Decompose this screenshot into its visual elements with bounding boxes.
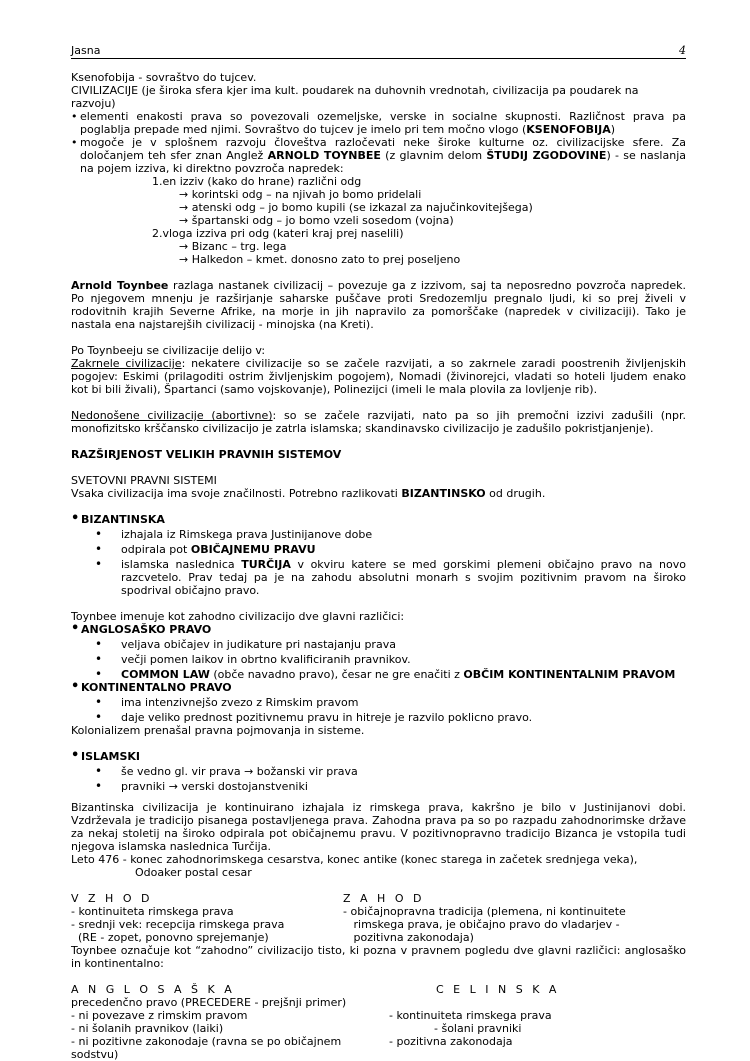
civilization-definition: CIVILIZACIJE (je široka sfera kjer ima kult. poudarek na duhovnih vrednotah, civilizacija pa poudarek na razvoju): [71, 84, 639, 110]
continental-title: C E L I N S K A: [436, 983, 560, 996]
west-point: rimskega prava, je običajno pravo do vladarjev -: [343, 918, 620, 931]
challenge-item-1: 1.en izziv (kako do hrane) različni odg: [152, 175, 362, 188]
challenge-response-chalcedon: → Halkedon – kmet. donosno zato to prej poseljeno: [179, 253, 461, 266]
challenge-response-byzantium: → Bizanc – trg. lega: [179, 240, 287, 253]
western-intro: Toynbee imenuje kot zahodno civilizacijo dve glavni različici:: [71, 610, 405, 623]
list-item: • večji pomen laikov in obrtno kvalificiranih pravnikov.: [71, 653, 686, 666]
west-point: - običajnopravna tradicija (plemena, ni kontinuitete: [343, 905, 626, 918]
east-point: - kontinuiteta rimskega prava: [71, 905, 234, 918]
anglo-saxon-title: A N G L O S A Š K A: [71, 983, 235, 996]
colonialism-note: Kolonializem prenašal pravna pojmovanja in sisteme.: [71, 724, 365, 737]
islamic-list: [71, 765, 686, 793]
continental-heading: • KONTINENTALNO PRAVO: [71, 681, 686, 694]
section-heading: RAZŠIRJENOST VELIKIH PRAVNIH SISTEMOV: [71, 448, 342, 461]
division-intro: Po Toynbeeju se civilizacije delijo v:: [71, 344, 266, 357]
abortive-civilizations: Nedonošene civilizacije (abortivne): so se začele razvijati, nato pa so jih premočni izzivi zadušili (npr. monofizitsko krščansko civilizacijo je zatrla islamska; skandinavsko civilizacijo je zadušilo pokristjanjenje).: [71, 409, 687, 435]
byzantine-heading: • BIZANTINSKA: [71, 513, 686, 526]
east-point: - srednji vek: recepcija rimskega prava: [71, 918, 285, 931]
stunted-civilizations: Zakrnele civilizacije: nekatere civilizacije so se začele razvijati, a so zakrnele zaradi poostrenih življenjskih pogojev: Eskimi (prilagoditi ostrim življenjskim pogojem), Nomadi (živinorejci, vladati so hoteli ljudem enako kot bi bili živali), Špartanci (samo vojskovanje), Polinezijci (imeli le mala plovila za lovljenje rib).: [71, 357, 687, 396]
list-item: • daje veliko prednost pozitivnemu pravu in hitreje je razvilo poklicno pravo.: [71, 711, 686, 724]
page-header: [71, 42, 686, 59]
challenge-item-2: 2.vloga izziva pri odg (kateri kraj prej naselili): [152, 227, 404, 240]
header-author: Jasna: [71, 44, 101, 57]
toynbee-bullet: • mogoče je v splošnem razvoju človeštva razločevati neke široke kulturne oz. civilizacijske sfere. Za določanjem teh sfer znan Anglež ARNOLD TOYNBEE (z glavnim delom ŠTUDIJ ZGODOVINE) - se naslanja na pojem izziva, ki direktno povzroča napredek:: [71, 136, 686, 175]
toynbee-paragraph: Arnold Toynbee razlaga nastanek civilizacij – povezuje ga z izzivom, saj ta neposredno povzroča napredek. Po njegovem mnenju je razširjanje saharske puščave proti Sredozemlju pregnalo ljudi, ki so prej živeli v rodovitnih krajih Severne Afrike, na morje in jih napravilo za pomorščake (napredek v civilizaciji). Tako je nastala ena najstarejših civilizacij - minojska (na Kreti).: [71, 279, 686, 331]
challenge-response-athens: → atenski odg – jo bomo kupili (se izkazal za najučinkovitejšega): [179, 201, 533, 214]
east-title: V Z H O D: [71, 892, 153, 905]
list-item: • še vedno gl. vir prava → božanski vir prava: [71, 765, 686, 778]
list-item: • veljava običajev in judikature pri nastajanju prava: [71, 638, 686, 651]
anglo-saxon-heading: • ANGLOSAŠKO PRAVO: [71, 623, 686, 636]
year-476-note: Leto 476 - konec zahodnorimskega cesarstva, konec antike (konec starega in začetek srednjega veka),: [71, 853, 638, 866]
continental-list: [71, 696, 686, 724]
equality-bullet: • elementi enakosti prava so povezovali ozemeljske, verske in socialne skupnosti. Različnost prava pa poglablja prepade med njimi. Sovraštvo do tujcev je imelo pri tem močno vlogo (KSENOFOBIJA): [71, 110, 686, 136]
east-point: (RE - zopet, ponovno sprejemanje): [71, 931, 269, 944]
challenge-response-sparta: → špartanski odg – jo bomo vzeli sosedom (vojna): [179, 214, 454, 227]
continental-point: - kontinuiteta rimskega prava: [389, 1009, 552, 1022]
list-item: • izhajala iz Rimskega prava Justinijanove dobe: [71, 528, 686, 541]
systems-intro: Vsaka civilizacija ima svoje značilnosti. Potrebno razlikovati BIZANTINSKO od drugih.: [71, 487, 546, 500]
document-body: [71, 71, 686, 1061]
challenge-response-corinth: → korintski odg – na njivah jo bomo pridelali: [179, 188, 422, 201]
list-item: • odpirala pot OBIČAJNEMU PRAVU: [71, 543, 686, 556]
west-point: pozitivna zakonodaja): [343, 931, 474, 944]
list-item: • pravniki → verski dostojanstveniki: [71, 780, 686, 793]
west-title: Z A H O D: [343, 892, 425, 905]
byzantine-paragraph: Bizantinska civilizacija je kontinuirano izhajala iz rimskega prava, kakršno je bilo v Justinijanovi dobi. Vzdrževala je tradicijo pisanega postavljenega prava. Zahodna prava pa so po razpadu zahodnorimske države za nekaj stoletij na široko odpirala pot običajnemu pravu. V pozitivnopravno tradicijo Bizanca je vstopila tudi njegova islamska naslednica Turčija.: [71, 801, 686, 853]
east-west-comparison: [71, 892, 686, 944]
continental-point: - pozitivna zakonodaja: [389, 1035, 513, 1048]
precedent-law: precedenčno pravo (PRECEDERE - prejšnji primer): [71, 996, 347, 1009]
xenophobia-definition: Ksenofobija - sovraštvo do tujcev.: [71, 71, 257, 84]
anglo-point: - ni šolanih pravnikov (laiki): [71, 1022, 224, 1035]
list-item: • COMMON LAW (obče navadno pravo), česar ne gre enačiti z OBČIM KONTINENTALNIM PRAVOM: [71, 668, 686, 681]
odoacer-note: Odoaker postal cesar: [135, 866, 252, 879]
page-number: 4: [679, 44, 686, 57]
anglo-point: - ni povezave z rimskim pravom: [71, 1009, 248, 1022]
anglo-continental-comparison: [71, 983, 686, 1061]
anglo-saxon-list: [71, 638, 686, 681]
western-variants-summary: Toynbee označuje kot “zahodno” civilizacijo tisto, ki pozna v pravnem pogledu dve glavni različici: anglosaško in kontinentalno:: [71, 944, 686, 970]
list-item: • islamska naslednica TURČIJA v okviru katere se med gorskimi plemeni običajno pravo na novo razcvetelo. Prav tedaj pa je na zahodu absolutni monarh s svojim pozitivnim pravom na široko spodrival običajno pravo.: [71, 558, 686, 597]
world-legal-systems-heading: SVETOVNI PRAVNI SISTEMI: [71, 474, 217, 487]
continental-point: - šolani pravniki: [434, 1022, 522, 1035]
islamic-heading: • ISLAMSKI: [71, 750, 686, 763]
byzantine-list: [71, 528, 686, 597]
anglo-point: - ni pozitivne zakonodaje (ravna se po običajnem sodstvu): [71, 1035, 342, 1061]
list-item: • ima intenzivnejšo zvezo z Rimskim pravom: [71, 696, 686, 709]
